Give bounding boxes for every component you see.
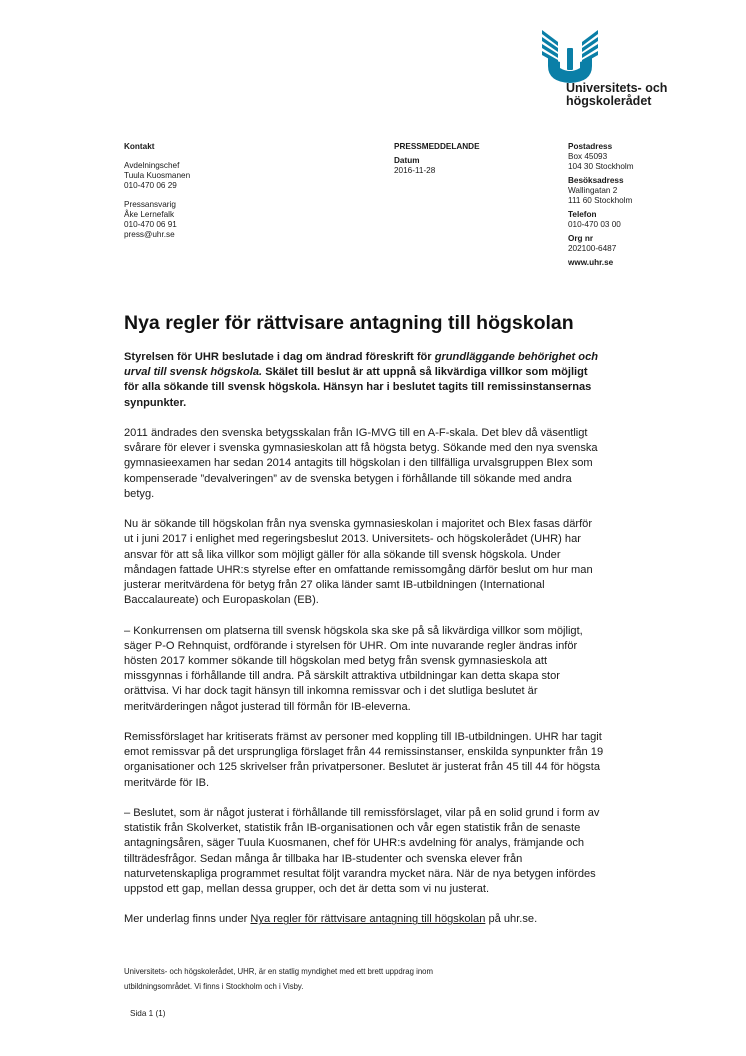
paragraph-2: Nu är sökande till högskolan från nya svenska gymnasieskolan i majoritet och BIex fasas därför ut i juni 2017 i enlighet med regeringsbeslut 2013. Universitets- och högskolerådet (UHR) har ansvar för att så lika villkor som möjligt gäller för alla sökande till svensk högskola. Under måndagen fattade UHR:s styrelse efter en omfattande remissomgång därför beslut om hur man justerar meritvärdena för betyg från 27 olika länder samt IB-utbildningen (International Baccalaureate) och Europaskolan (EB). — [124, 518, 593, 607]
more-before: Mer underlag finns under — [124, 913, 251, 926]
press-block — [394, 142, 480, 176]
logo-line-2: högskolerådet — [566, 94, 652, 108]
lead-paragraph — [124, 350, 604, 411]
lead-part-1: Styrelsen för UHR beslutade i dag om ändrad föreskrift för — [124, 351, 435, 363]
visit-line-1: Wallingatan 2 — [568, 186, 618, 195]
uhr-logo-icon — [538, 28, 602, 84]
visit-label: Besöksadress — [568, 176, 624, 185]
post-line-1: Box 45093 — [568, 152, 608, 161]
footer-line-1: Universitets- och högskolerådet, UHR, är en statlig myndighet med ett brett uppdrag inom — [124, 967, 433, 976]
paragraph-5: – Beslutet, som är något justerat i förhållande till remissförslaget, vilar på en solid grund i form av statistik från Skolverket, statistik från IB-organisationen och vår egen statistik från de senaste antagningsåren, säger Tuula Kuosmanen, chef för UHR:s avdelning för analys, främjande och tillträdesfrågor. Sedan många år tillbaka har IB-studenter och svenska elever från naturvetenskapliga programmet resultat följt varandra mycket nära. När de nya betygen infördes uppstod ett gap, mellan dessa grupper, och det är detta som vi nu justerat. — [124, 807, 600, 896]
org-value: 202100-6487 — [568, 244, 617, 253]
date-value: 2016-11-28 — [394, 166, 436, 175]
date-label: Datum — [394, 156, 420, 165]
press-label: PRESSMEDDELANDE — [394, 142, 480, 151]
footer-line-2: utbildningsområdet. Vi finns i Stockholm och i Visby. — [124, 981, 304, 991]
contact-person1-name: Tuula Kuosmanen — [124, 171, 191, 180]
visit-line-2: 111 60 Stockholm — [568, 196, 633, 205]
page-title: Nya regler för rättvisare antagning till högskolan — [124, 312, 574, 334]
more-info-link[interactable]: Nya regler för rättvisare antagning till högskolan — [250, 913, 486, 926]
address-block — [568, 142, 634, 268]
lead-part-2: Skälet till beslut är att uppnå så likvärdiga villkor som möjligt för alla sökande till svensk högskola. Hänsyn har i beslutet tagits till remissinstansernas synpunkter. — [124, 366, 592, 409]
paragraph-3: – Konkurrensen om platserna till svensk högskola ska ske på så likvärdiga villkor som möjligt, säger P-O Rehnquist, ordförande i styrelsen för UHR. Om inte nuvarande regler ändras inför hösten 2017 kommer sökande till högskolan med betyg från svensk gymnasieskola att missgynnas i förhållande till andra. På särskilt attraktiva utbildningar kan detta skapa stor orättvisa. Vi har dock tagit hänsyn till inkomna remissvar och i det slutliga beslutet är meritvärderingen något justerad till förmån för IB-eleverna. — [124, 624, 583, 713]
contact-person2-phone: 010-470 06 91 — [124, 220, 177, 229]
contact-person2-name: Åke Lernefalk — [124, 210, 175, 219]
footer — [124, 965, 584, 994]
org-label: Org nr — [568, 234, 594, 243]
post-label: Postadress — [568, 142, 613, 151]
website-link[interactable]: www.uhr.se — [568, 258, 614, 267]
paragraph-4: Remissförslaget har kritiserats främst av personer med koppling till IB-utbildningen. UHR har tagit emot remissvar på det ursprungliga förslaget från 44 remissinstanser, enskilda synpunkter från 19 organisationer och 125 skrivelser från privatpersoner. Beslutet är justerat från 45 till 44 för högsta meritvärde för IB. — [124, 731, 604, 789]
page-number: Sida 1 (1) — [130, 1009, 166, 1018]
phone-label: Telefon — [568, 210, 597, 219]
article-body — [124, 350, 604, 943]
post-line-2: 104 30 Stockholm — [568, 162, 634, 171]
more-info-paragraph — [124, 912, 604, 927]
contact-person2-email[interactable]: press@uhr.se — [124, 230, 175, 239]
phone-value: 010-470 03 00 — [568, 220, 621, 229]
contact-heading: Kontakt — [124, 142, 155, 151]
lead-italic: grundläggande behörighet och urval till svensk högskola. — [124, 351, 599, 379]
contact-person2-role: Pressansvarig — [124, 200, 176, 209]
contact-block — [124, 142, 190, 240]
more-after: på uhr.se. — [485, 913, 538, 926]
uhr-logo-text — [566, 82, 667, 108]
contact-person1-phone: 010-470 06 29 — [124, 181, 177, 190]
contact-person1-role: Avdelningschef — [124, 161, 180, 170]
paragraph-1: 2011 ändrades den svenska betygsskalan från IG-MVG till en A-F-skala. Det blev då väsentligt svårare för elever i svenska gymnasieskolan att få högsta betyg. Sökande med den nya svenska gymnasieexamen har sedan 2014 antagits till högskolan i den tillfälliga urvalsgruppen BIex som kompenserade ”devalveringen” av de svenska betygen i förhållande till sökande med andra betyg. — [124, 427, 598, 500]
logo-line-1: Universitets- och — [566, 81, 668, 95]
